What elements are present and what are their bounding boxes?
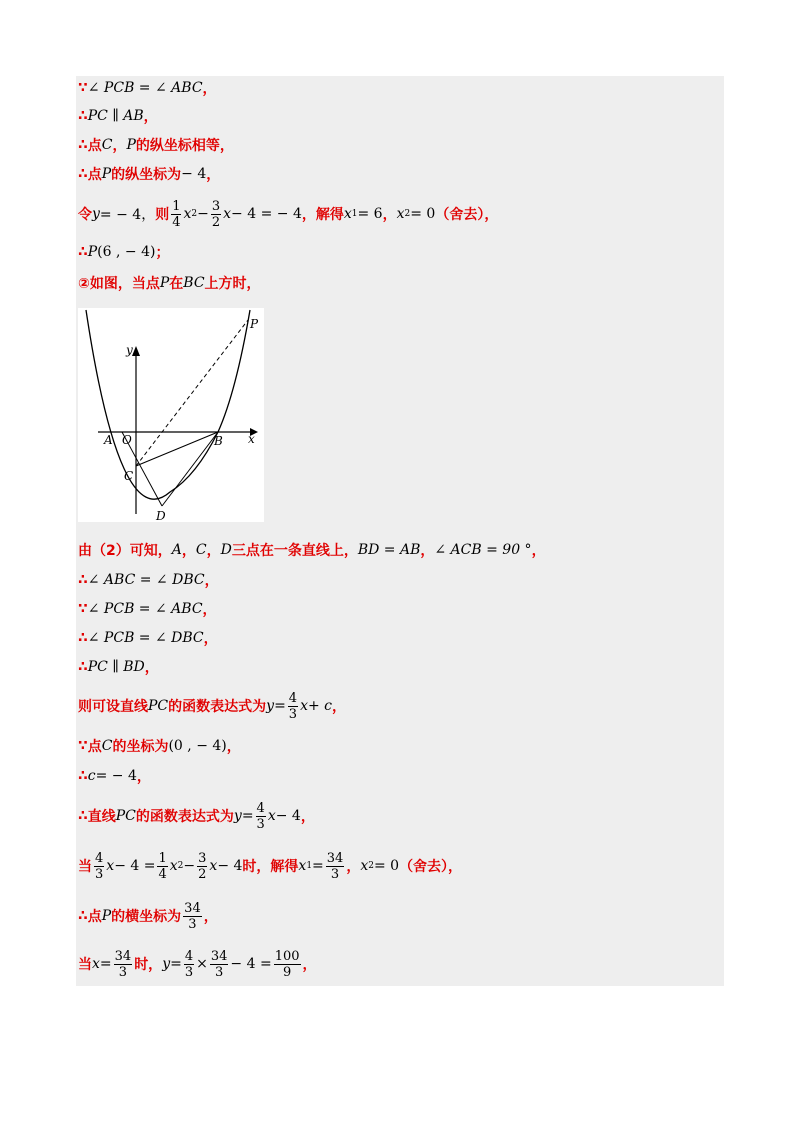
line-1: [78, 78, 217, 98]
fraction: $\frac{4}{3}$: [95, 850, 104, 882]
therefore-symbol: ∴: [78, 244, 88, 260]
math: = 6: [357, 206, 383, 222]
var-x: x: [106, 858, 115, 874]
text: ，: [302, 957, 317, 973]
fraction: $\frac{3}{2}$: [198, 850, 207, 882]
text: （舍去），: [435, 207, 499, 223]
math-expr: ∠ PCB = ∠ ABC: [87, 601, 203, 617]
therefore-symbol: ∴: [78, 659, 88, 675]
text: ，: [203, 909, 218, 925]
line-pc: PC: [148, 698, 169, 714]
therefore-symbol: ∴: [78, 908, 88, 924]
line-8: [78, 540, 546, 560]
var-p: P: [159, 275, 170, 291]
text: ，解得: [301, 207, 344, 223]
var-x: x: [298, 858, 307, 874]
line-13: [78, 688, 346, 724]
math: =: [274, 698, 286, 714]
math-expr: ∠ PCB = ∠ DBC: [87, 630, 204, 646]
therefore-symbol: ∴: [78, 572, 88, 588]
text: 则: [155, 207, 170, 223]
fraction: $\frac{100}{9}$: [274, 948, 300, 980]
therefore-symbol: ∴: [78, 166, 88, 182]
therefore-symbol: ∴: [78, 137, 88, 153]
math: + c: [307, 698, 333, 714]
coordinate: (0 , − 4): [168, 738, 227, 754]
value: − 4: [181, 166, 207, 182]
var-p: P: [101, 908, 112, 924]
fraction: $\frac{34}{3}$: [210, 948, 228, 980]
subscript: 2: [368, 861, 374, 871]
line-10: [78, 599, 217, 619]
text: 的纵坐标为: [111, 167, 182, 183]
text: 在: [169, 276, 184, 292]
text: 时，解得: [242, 859, 299, 875]
parabola-curve: [86, 310, 250, 499]
text: 的坐标为: [112, 739, 169, 755]
var-x: x: [209, 858, 218, 874]
exponent: 2: [177, 861, 184, 871]
label-p: P: [250, 317, 259, 331]
text: ，: [346, 859, 361, 875]
label-d: D: [156, 509, 166, 522]
punct: ，: [144, 660, 159, 676]
var-x: x: [92, 956, 100, 972]
var-p: P: [101, 166, 112, 182]
math: − 4 = − 4: [231, 206, 302, 222]
math: =: [312, 858, 324, 874]
line-6: [78, 242, 169, 262]
line-14: [78, 736, 241, 756]
subscript: 1: [351, 209, 358, 219]
line-16: [78, 798, 315, 834]
text: 点: [87, 909, 102, 925]
segment-bc: BC: [183, 275, 205, 291]
text: 直线: [87, 809, 116, 825]
therefore-symbol: ∴: [78, 808, 88, 824]
fraction: $\frac{34}{3}$: [184, 900, 201, 932]
text: 时，: [134, 957, 163, 973]
text: ，: [206, 167, 221, 183]
text: ，: [206, 543, 221, 559]
label-x: x: [248, 432, 255, 446]
subscript: 1: [306, 861, 313, 871]
var-x: x: [223, 206, 232, 222]
text: 上方时，: [204, 276, 261, 292]
var-y: y: [92, 206, 100, 222]
math: = 0: [373, 858, 400, 874]
text: 当: [78, 957, 92, 973]
math-expr: PC ∥ BD: [87, 659, 145, 675]
text: ，: [300, 809, 315, 825]
math: − 4: [275, 808, 301, 824]
punct: ，: [204, 573, 219, 589]
fraction: $\frac{3}{2}$: [211, 198, 221, 230]
parabola-figure: [78, 308, 264, 522]
math: =: [99, 956, 112, 972]
var-y: y: [233, 808, 242, 824]
math: =: [170, 956, 182, 972]
math: ×: [196, 956, 208, 972]
text: 的函数表达式为: [168, 699, 267, 715]
line-2: [78, 106, 158, 126]
text: 点: [87, 167, 102, 183]
text: 的横坐标为: [111, 909, 182, 925]
math-expr: ∠ ACB = 90 °: [434, 542, 532, 558]
text: 令: [78, 207, 92, 223]
math: =: [241, 808, 254, 824]
coordinate: (6 , − 4): [97, 244, 156, 260]
var-x: x: [360, 858, 369, 874]
label-o: O: [122, 433, 132, 447]
label-a: A: [104, 433, 113, 447]
line-18: [78, 898, 218, 934]
label-b: B: [214, 434, 223, 448]
fraction: $\frac{4}{3}$: [288, 690, 298, 722]
fraction: $\frac{1}{4}$: [158, 850, 167, 882]
var-p: P: [126, 137, 136, 153]
text: ，: [136, 769, 151, 785]
line-19: [78, 946, 317, 982]
var-x: x: [169, 858, 178, 874]
therefore-symbol: ∴: [78, 630, 88, 646]
line-12: [78, 657, 159, 677]
var-c: C: [101, 738, 113, 754]
fraction: $\frac{34}{3}$: [114, 948, 132, 980]
text: ，: [420, 543, 435, 559]
line-pc: PC: [115, 808, 136, 824]
var-d: D: [220, 542, 232, 558]
math: − 4: [217, 858, 243, 874]
math: = − 4: [95, 768, 137, 784]
var-c: c: [87, 768, 96, 784]
var-x: x: [300, 698, 308, 714]
fraction: $\frac{4}{3}$: [184, 948, 194, 980]
text: ，: [181, 543, 196, 559]
text: ，: [531, 543, 546, 559]
text: （舍去），: [399, 859, 463, 875]
text: 点: [87, 739, 102, 755]
line-9: [78, 570, 219, 590]
fraction: $\frac{4}{3}$: [256, 800, 265, 832]
punct: ，: [203, 631, 218, 647]
line-4: [78, 164, 220, 184]
var-p: P: [87, 244, 98, 260]
punct: ，: [202, 602, 217, 618]
exponent: 2: [191, 209, 198, 219]
label-c: C: [124, 469, 134, 483]
fraction: $\frac{34}{3}$: [326, 850, 344, 882]
text: ，: [226, 739, 241, 755]
because-symbol: ∵: [78, 80, 88, 96]
line-15: [78, 766, 151, 786]
math-expr: BD = AB: [357, 542, 421, 558]
figure-svg: [78, 308, 264, 522]
var-c: C: [195, 542, 207, 558]
line-7: [78, 273, 261, 293]
math: = − 4，: [99, 207, 156, 223]
var-x: x: [343, 206, 352, 222]
therefore-symbol: ∴: [78, 768, 88, 784]
text: ，: [332, 699, 347, 715]
text: 的纵坐标相等，: [135, 138, 234, 154]
therefore-symbol: ∴: [78, 108, 88, 124]
math: − 4 =: [230, 956, 272, 972]
line-11: [78, 628, 218, 648]
math: −: [197, 206, 209, 222]
math: − 4 =: [114, 858, 156, 874]
fraction: $\frac{1}{4}$: [172, 198, 181, 230]
punct: ，: [202, 81, 217, 97]
text: 当: [78, 859, 92, 875]
math-expr: PC ∥ AB: [87, 108, 144, 124]
text: ②如图，当点: [78, 276, 160, 292]
var-a: A: [171, 542, 182, 558]
line-5: [78, 196, 498, 232]
text: 由（2）可知，: [78, 543, 172, 559]
var-y: y: [162, 956, 171, 972]
text: ，: [382, 207, 397, 223]
math-expr: ∠ PCB = ∠ ABC: [87, 80, 203, 96]
text: 的函数表达式为: [135, 809, 234, 825]
var-y: y: [266, 698, 275, 714]
text: 三点在一条直线上，: [231, 543, 358, 559]
subscript: 2: [404, 209, 411, 219]
line-3: [78, 135, 234, 155]
line-17: [78, 848, 462, 884]
var-x: x: [183, 206, 192, 222]
var-c: C: [101, 137, 113, 153]
text: 则可设直线: [78, 699, 148, 715]
y-axis-arrow: [132, 346, 140, 356]
label-y: y: [126, 343, 133, 357]
because-symbol: ∵: [78, 601, 88, 617]
text: ，: [112, 138, 127, 154]
punct: ，: [143, 109, 158, 125]
because-symbol: ∵: [78, 738, 88, 754]
math-expr: ∠ ABC = ∠ DBC: [87, 572, 205, 588]
var-x: x: [267, 808, 276, 824]
text: ；: [155, 245, 170, 261]
math: −: [183, 858, 196, 874]
math: = 0: [410, 206, 436, 222]
text: 点: [87, 138, 102, 154]
var-x: x: [396, 206, 405, 222]
